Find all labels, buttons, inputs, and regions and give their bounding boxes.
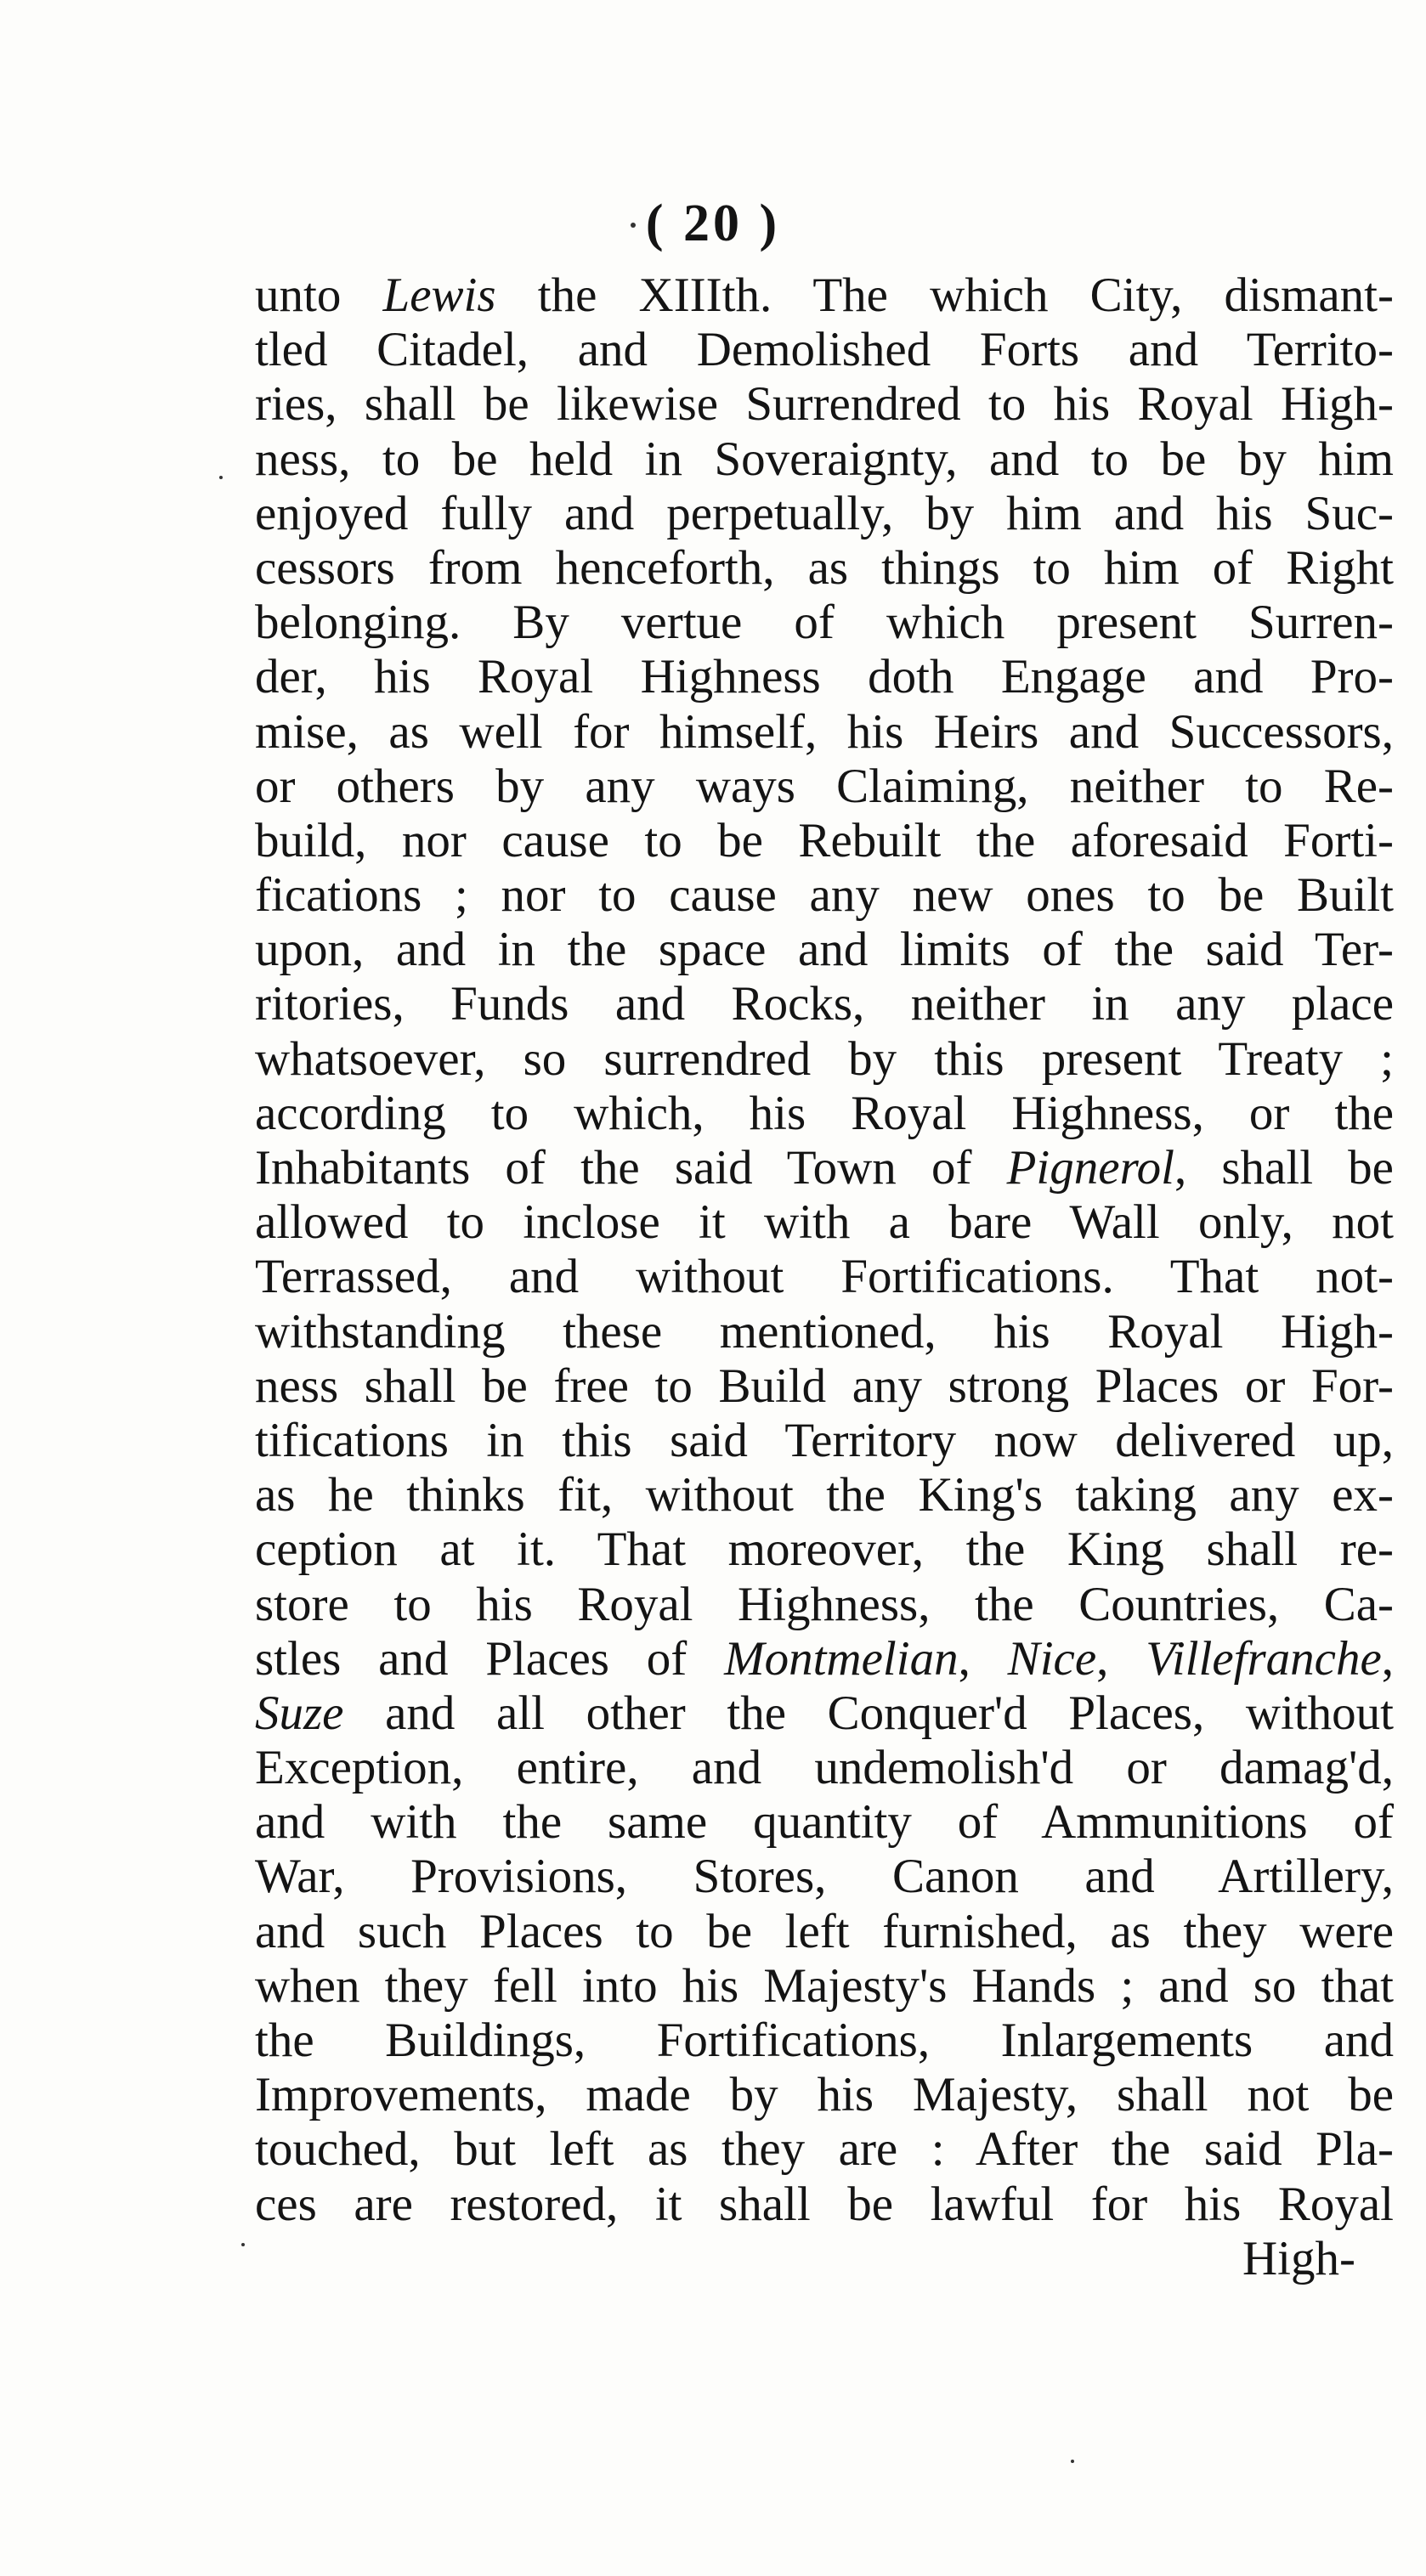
text-line <box>255 650 1394 704</box>
text-segment: , shall be <box>1174 1141 1394 1195</box>
text-line <box>255 1032 1394 1087</box>
text-segment: withstanding these mentioned, his Royal High- <box>255 1304 1394 1359</box>
text-segment: build, nor cause to be Rebuilt the aforesaid Forti- <box>255 813 1394 867</box>
text-line <box>255 1359 1394 1414</box>
text-line <box>255 705 1394 760</box>
text-segment: mise, as well for himself, his Heirs and Successors, <box>255 704 1394 759</box>
text-segment: ries, shall be likewise Surrendred to his Royal High- <box>255 377 1394 432</box>
text-segment: belonging. By vertue of which present Surren- <box>255 596 1394 650</box>
text-line <box>255 1578 1394 1632</box>
catchword <box>255 2232 1394 2286</box>
text-line <box>255 760 1394 814</box>
text-line <box>255 596 1394 650</box>
text-segment: War, Provisions, Stores, Canon and Artillery, <box>255 1850 1394 1904</box>
text-line <box>255 2178 1394 2232</box>
text-line <box>255 977 1394 1031</box>
text-line <box>255 2122 1394 2177</box>
text-line <box>255 1850 1394 1904</box>
text-line <box>255 323 1394 377</box>
text-segment: , <box>958 1631 1008 1686</box>
text-line <box>255 1522 1394 1577</box>
text-segment: according to which, his Royal Highness, or the <box>255 1086 1394 1140</box>
text-segment: as he thinks fit, without the King's taking any ex- <box>255 1468 1394 1522</box>
text-line <box>255 1686 1394 1741</box>
text-segment: unto <box>255 268 383 322</box>
text-line <box>255 1468 1394 1522</box>
text-segment: Exception, entire, and undemolish'd or damag'd, <box>255 1741 1394 1795</box>
text-segment: cessors from henceforth, as things to him of Right <box>255 540 1394 595</box>
text-line <box>255 923 1394 977</box>
text-segment: High- <box>1242 2231 1355 2285</box>
text-line <box>255 1959 1394 2014</box>
print-speck <box>219 476 223 479</box>
text-segment: and with the same quantity of Ammunitions of <box>255 1795 1394 1850</box>
text-segment: , <box>1381 1631 1394 1686</box>
text-line <box>255 1905 1394 1959</box>
text-segment: or others by any ways Claiming, neither to Re- <box>255 759 1394 813</box>
text-segment: ness, to be held in Soveraignty, and to be by him <box>255 432 1394 486</box>
text-line <box>255 487 1394 541</box>
text-segment: store to his Royal Highness, the Countries, Ca- <box>255 1577 1394 1631</box>
text-line <box>255 1195 1394 1250</box>
text-segment: whatsoever, so surrendred by this present Treaty ; <box>255 1031 1394 1086</box>
text-segment: the Buildings, Fortifications, Inlargements and <box>255 2014 1394 2067</box>
text-segment: ness shall be free to Build any strong Places or For- <box>255 1359 1394 1413</box>
text-line <box>255 268 1394 323</box>
text-segment: Terrassed, and without Fortifications. That not- <box>255 1250 1394 1304</box>
text-line <box>255 868 1394 923</box>
text-segment: enjoyed fully and perpetually, by him and his Suc- <box>255 486 1394 540</box>
text-line <box>255 1795 1394 1850</box>
text-segment: , <box>1096 1631 1146 1686</box>
text-line <box>255 541 1394 596</box>
text-segment: touched, but left as they are : After the said Pla- <box>255 2122 1394 2177</box>
text-segment: ces are restored, it shall be lawful for his Royal <box>255 2177 1394 2231</box>
text-segment: and all other the Conquer'd Places, without <box>343 1686 1394 1740</box>
text-segment: fications ; nor to cause any new ones to be Built <box>255 868 1394 923</box>
print-speck <box>631 223 636 228</box>
text-segment: and such Places to be left furnished, as they were <box>255 1904 1394 1958</box>
text-segment: tled Citadel, and Demolished Forts and Territo- <box>255 323 1394 377</box>
text-line <box>255 1141 1394 1195</box>
print-speck <box>1071 2460 1074 2463</box>
text-line <box>255 1414 1394 1468</box>
text-segment: upon, and in the space and limits of the said Ter- <box>255 923 1394 977</box>
text-segment: Improvements, made by his Majesty, shall not be <box>255 2068 1394 2122</box>
text-line <box>255 1741 1394 1795</box>
text-segment: Inhabitants of the said Town of <box>255 1141 1007 1195</box>
body-text <box>255 268 1394 2286</box>
text-segment: ception at it. That moreover, the King shall re- <box>255 1522 1394 1577</box>
text-segment: when they fell into his Majesty's Hands ; and so that <box>255 1958 1394 2013</box>
text-segment: tifications in this said Territory now delivered up, <box>255 1413 1394 1467</box>
text-segment: ritories, Funds and Rocks, neither in any place <box>255 977 1394 1031</box>
page-number: ( 20 ) <box>645 195 781 252</box>
italic-name: Suze <box>255 1686 344 1740</box>
text-line <box>255 1305 1394 1359</box>
text-line <box>255 1087 1394 1141</box>
text-line <box>255 1250 1394 1304</box>
text-segment: stles and Places of <box>255 1631 725 1686</box>
text-line <box>255 1632 1394 1686</box>
italic-name: Pignerol <box>1006 1141 1174 1195</box>
text-line <box>255 814 1394 868</box>
print-speck <box>241 2243 245 2246</box>
text-line <box>255 377 1394 432</box>
text-line <box>255 2068 1394 2122</box>
italic-name: Nice <box>1007 1631 1097 1686</box>
text-segment: the XIIIth. The which City, dismant- <box>495 268 1394 322</box>
text-segment: allowed to inclose it with a bare Wall only, not <box>255 1195 1394 1250</box>
italic-name: Lewis <box>382 268 496 322</box>
text-line <box>255 432 1394 487</box>
italic-name: Montmelian <box>724 1631 959 1686</box>
italic-name: Villefranche <box>1146 1631 1382 1686</box>
text-line <box>255 2014 1394 2068</box>
text-segment: der, his Royal Highness doth Engage and Pro- <box>255 650 1394 704</box>
